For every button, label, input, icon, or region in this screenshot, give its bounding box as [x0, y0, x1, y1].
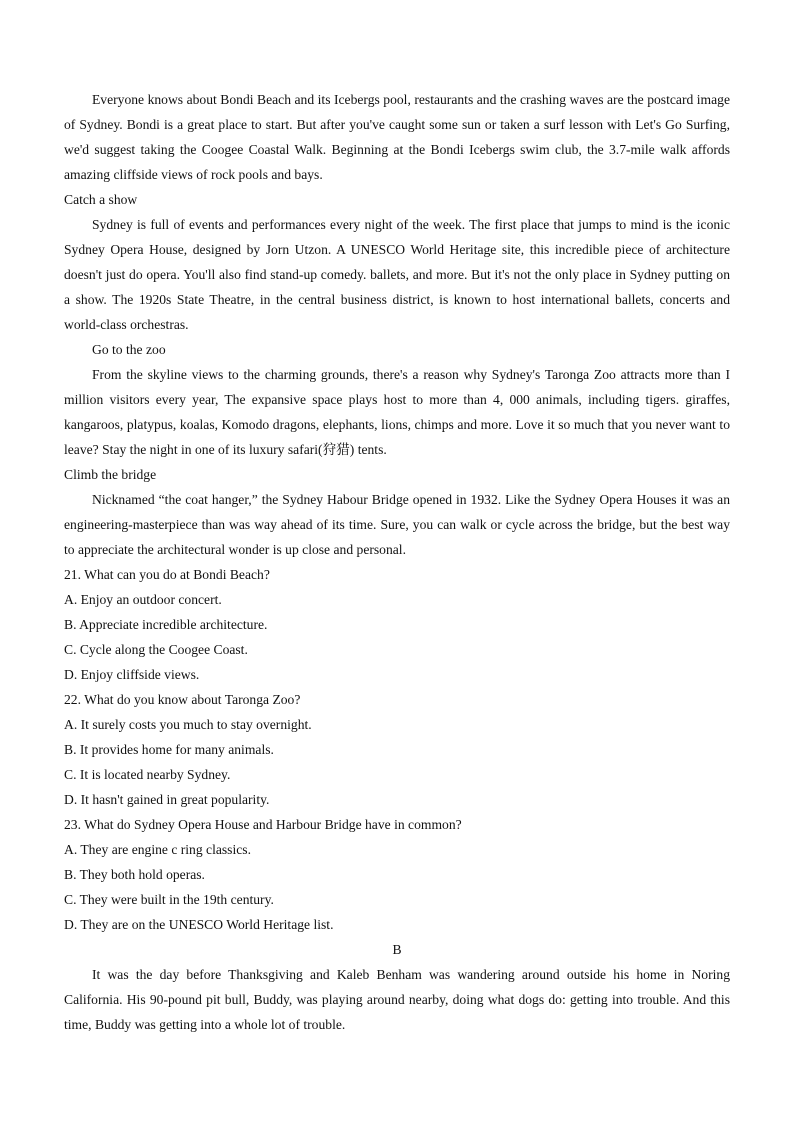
option-d: D. It hasn't gained in great popularity. — [64, 792, 270, 807]
paragraph-opera-house: Sydney is full of events and performances every night of the week. The first place that jumps to mind is the iconic Sydney Opera House, designed by Jorn Utzon. A UNESCO World Heritage site, this incredible piece of architecture doesn't just do opera. You'll also find stand-up comedy. ballets, and more. But it's not the only place in Sydney putting on a show. The 1920s State Theatre, in the central business district, is known to host international ballets, concerts and world-class orchestras. — [64, 217, 730, 332]
question-21 — [64, 562, 730, 687]
paragraph-harbour-bridge: Nicknamed “the coat hanger,” the Sydney Habour Bridge opened in 1932. Like the Sydney Opera Houses it was an engineering-masterpiece than was way ahead of its time. Sure, you can walk or cycle across the bridge, but the best way to appreciate the architectural wonder is up close and personal. — [64, 492, 730, 557]
option-a: A. It surely costs you much to stay overnight. — [64, 717, 312, 732]
option-b: B. It provides home for many animals. — [64, 742, 274, 757]
heading-climb-the-bridge: Climb the bridge — [64, 467, 157, 482]
option-a: A. They are engine c ring classics. — [64, 842, 251, 857]
paragraph-taronga-zoo: From the skyline views to the charming grounds, there's a reason why Sydney's Taronga Zoo attracts more than I million visitors every year, The expansive space plays host to more than 4, 000 animals, including tigers. giraffes, kangaroos, platypus, koalas, Komodo dragons, elephants, lions, chimps and more. Love it so much that you never want to leave? Stay the night in one of its luxury safari(狩猎) tents. — [64, 367, 730, 457]
section-b-label: B — [392, 942, 402, 957]
heading-catch-a-show: Catch a show — [64, 192, 138, 207]
option-a: A. Enjoy an outdoor concert. — [64, 592, 222, 607]
question-22 — [64, 687, 730, 812]
option-c: C. It is located nearby Sydney. — [64, 767, 231, 782]
question-23 — [64, 812, 730, 937]
document-page — [64, 87, 730, 1037]
option-b: B. They both hold operas. — [64, 867, 205, 882]
question-stem: 21. What can you do at Bondi Beach? — [64, 567, 270, 582]
question-stem: 23. What do Sydney Opera House and Harbour Bridge have in common? — [64, 817, 462, 832]
paragraph-bondi-beach: Everyone knows about Bondi Beach and its Icebergs pool, restaurants and the crashing waves are the postcard image of Sydney. Bondi is a great place to start. But after you've caught some sun or taken a surf lesson with Let's Go Surfing, we'd suggest taking the Coogee Coastal Walk. Beginning at the Bondi Icebergs swim club, the 3.7-mile walk affords amazing cliffside views of rock pools and bays. — [64, 92, 730, 182]
option-c: C. Cycle along the Coogee Coast. — [64, 642, 248, 657]
option-c: C. They were built in the 19th century. — [64, 892, 274, 907]
option-d: D. Enjoy cliffside views. — [64, 667, 200, 682]
question-stem: 22. What do you know about Taronga Zoo? — [64, 692, 301, 707]
heading-go-to-the-zoo: Go to the zoo — [92, 342, 166, 357]
paragraph-section-b: It was the day before Thanksgiving and Kaleb Benham was wandering around outside his home in Noring California. His 90-pound pit bull, Buddy, was playing around nearby, doing what dogs do: getting into trouble. And this time, Buddy was getting into a whole lot of trouble. — [64, 967, 730, 1032]
option-d: D. They are on the UNESCO World Heritage list. — [64, 917, 334, 932]
option-b: B. Appreciate incredible architecture. — [64, 617, 268, 632]
